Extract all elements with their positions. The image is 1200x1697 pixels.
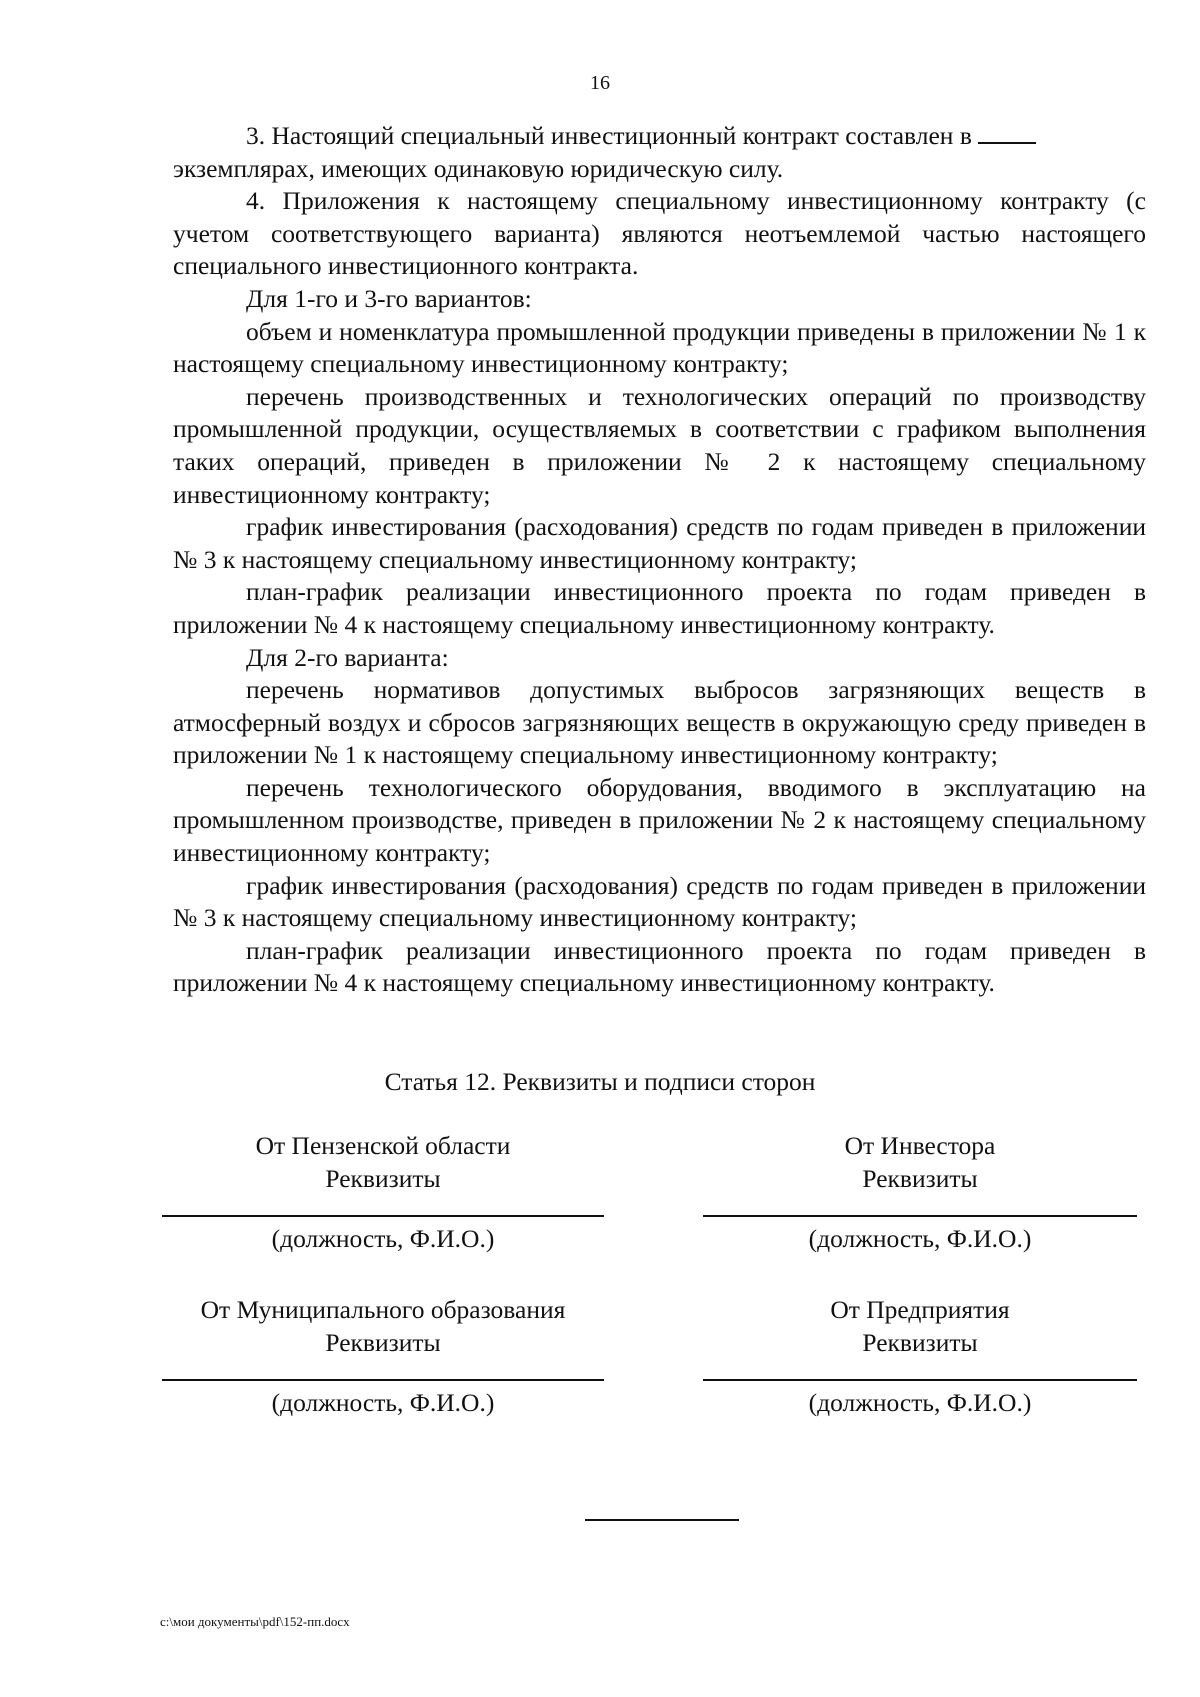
paragraph-copies-count [173, 120, 1146, 153]
paragraph-v13-appendix-2: перечень производственных и технологических операций по производству промышленной продукции, осуществляемых в соответствии с графиком выполнения таких операций, приведен в приложении № 2 к настоящему специальному инвестиционному контракту; [173, 381, 1146, 509]
signature-party-label: От Муниципального образования [200, 1295, 566, 1324]
paragraph-v13-appendix-4: план-график реализации инвестиционного проекта по годам приведен в приложении № 4 к настоящему специальному инвестиционному контракту. [173, 577, 1146, 639]
signature-caption: (должность, Ф.И.О.) [271, 1388, 495, 1418]
footer-file-path: c:\мои документы\pdf\152-пп.docx [160, 1614, 350, 1629]
signature-block-municipality [162, 1294, 604, 1420]
article-12-title: Статья 12. Реквизиты и подписи сторон [384, 1067, 816, 1096]
paragraph-variant-2-heading: Для 2-го варианта: [246, 642, 449, 672]
paragraph-v2-appendix-1: перечень нормативов допустимых выбросов загрязняющих веществ в атмосферный воздух и сбросов загрязняющих веществ в окружающую среду приведен в приложении № 1 к настоящему специальному инвестиционному контракту; [173, 675, 1146, 770]
signature-line [703, 1215, 1137, 1217]
paragraph-appendices: 4. Приложения к настоящему специальному инвестиционному контракту (с учетом соответствующего варианта) являются неотъемлемой частью настоящего специального инвестиционного контракта. [173, 186, 1146, 281]
paragraph-v13-appendix-1: объем и номенклатура промышленной продукции приведены в приложении № 1 к настоящему специальному инвестиционному контракту; [173, 316, 1146, 379]
paragraph-v2-appendix-2: перечень технологического оборудования, вводимого в эксплуатацию на промышленном производстве, приведен в приложении № 2 к настоящему специальному инвестиционному контракту; [173, 772, 1146, 868]
signature-block-region [162, 1130, 604, 1256]
paragraph-variants-1-3-heading: Для 1-го и 3-го вариантов: [246, 283, 532, 313]
signature-line [162, 1379, 604, 1381]
end-of-document-line [585, 1519, 739, 1521]
copies-sentence: 3. Настоящий специальный инвестиционный контракт составлен в [246, 121, 972, 150]
signature-caption: (должность, Ф.И.О.) [271, 1224, 495, 1254]
paragraph-v2-appendix-4: план-график реализации инвестиционного проекта по годам приведен в приложении № 4 к настоящему специальному инвестиционному контракту. [173, 935, 1146, 998]
signature-party-label: От Инвестора [844, 1131, 996, 1160]
signature-details-label: Реквизиты [862, 1327, 978, 1357]
signature-details-label: Реквизиты [862, 1163, 978, 1193]
signature-details-label: Реквизиты [325, 1163, 441, 1193]
signature-block-investor [703, 1130, 1137, 1256]
contract-body-text [173, 120, 1146, 1000]
signature-details-label: Реквизиты [325, 1327, 441, 1357]
signature-block-enterprise [703, 1294, 1137, 1420]
signature-caption: (должность, Ф.И.О.) [808, 1224, 1032, 1254]
copies-blank-line [978, 122, 1036, 144]
paragraph-v2-appendix-3: график инвестирования (расходования) средств по годам приведен в приложении № 3 к настоящему специальному инвестиционному контракту; [173, 870, 1146, 933]
page-number: 16 [590, 72, 610, 94]
paragraph-v13-appendix-3: график инвестирования (расходования) средств по годам приведен в приложении № 3 к настоящему специальному инвестиционному контракту; [173, 512, 1146, 574]
paragraph-copies-continuation: экземплярах, имеющих одинаковую юридическую силу. [173, 153, 784, 183]
signature-party-label: От Предприятия [830, 1295, 1010, 1324]
signature-line [162, 1215, 604, 1217]
signature-line [703, 1379, 1137, 1381]
signature-caption: (должность, Ф.И.О.) [808, 1388, 1032, 1418]
signature-party-label: От Пензенской области [255, 1131, 511, 1160]
